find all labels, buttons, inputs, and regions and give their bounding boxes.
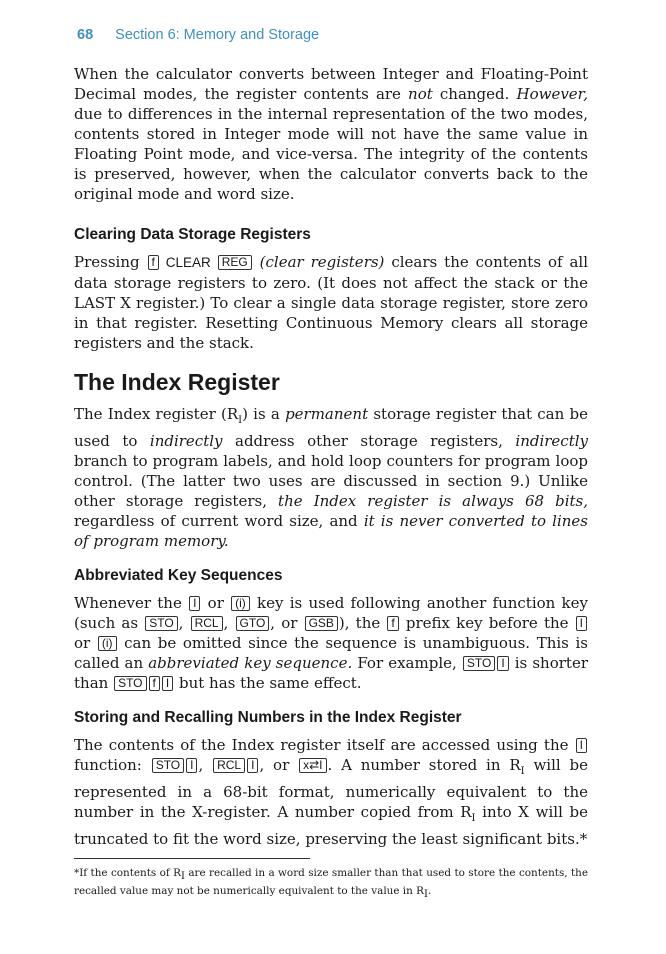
subscript: I xyxy=(238,415,243,426)
i-key: I xyxy=(576,616,587,631)
text: function: xyxy=(74,756,151,774)
sto-key: STO xyxy=(152,758,184,773)
emphasis: not xyxy=(408,85,433,103)
reg-key: REG xyxy=(218,255,252,270)
intro-paragraph xyxy=(74,64,588,204)
text: into X will be truncated to fit the word size, preserving the least significant bits.* xyxy=(74,803,588,848)
paren-i-key: (i) xyxy=(231,596,250,611)
subscript: I xyxy=(423,889,428,901)
emphasis: permanent xyxy=(285,405,369,423)
text: , or xyxy=(270,614,304,632)
i-key: I xyxy=(576,738,587,753)
text: clears the contents of all data storage registers to zero. (It does not affect the stack or the LAST X register.) To clear a single data storage register, store zero in that register. Resetting Continuous Memory clears all storage registers and the stack. xyxy=(74,253,589,352)
text: When the calculator converts between Integer and Floating-Point Decimal modes, the register contents are xyxy=(74,65,588,103)
text: ) is a xyxy=(242,405,286,423)
text: or xyxy=(74,634,97,652)
text: . xyxy=(427,885,432,898)
page-content xyxy=(74,64,588,849)
gsb-key: GSB xyxy=(305,616,338,631)
text: Whenever the xyxy=(74,594,189,612)
subscript: I xyxy=(471,813,476,824)
sto-key: STO xyxy=(145,616,177,631)
text: key is used following another function key (such as xyxy=(74,594,588,632)
text: storage register that can be used to xyxy=(74,405,588,450)
text: The Index register (R xyxy=(74,405,239,423)
text: or xyxy=(201,594,231,612)
heading-clearing-registers: Clearing Data Storage Registers xyxy=(74,226,311,243)
f-key: f xyxy=(387,616,398,631)
gto-key: GTO xyxy=(236,616,270,631)
section-title: Section 6: Memory and Storage xyxy=(115,27,320,43)
subscript: I xyxy=(520,766,525,777)
rcl-key: RCL xyxy=(191,616,223,631)
i-key: I xyxy=(247,758,258,773)
running-head xyxy=(77,27,319,43)
storing-paragraph xyxy=(74,735,588,849)
text: can be omitted since the sequence is unambiguous. This is called an xyxy=(74,634,588,672)
paren-i-key: (i) xyxy=(98,636,117,651)
heading-index-register: The Index Register xyxy=(74,369,280,395)
text: The contents of the Index register itself are accessed using the xyxy=(74,736,575,754)
text: prefix key before the xyxy=(399,614,575,632)
i-key: I xyxy=(162,676,173,691)
heading-storing-recalling: Storing and Recalling Numbers in the Index Register xyxy=(74,709,462,726)
i-key: I xyxy=(497,656,508,671)
sto-key: STO xyxy=(114,676,146,691)
f-key: f xyxy=(148,255,159,270)
text: , xyxy=(198,756,213,774)
text: regardless of current word size, and xyxy=(74,512,364,530)
emphasis: the Index register is always 68 bits, xyxy=(278,492,588,510)
emphasis: abbreviated key sequence. xyxy=(148,654,353,672)
emphasis: it is never converted to lines of program memory. xyxy=(74,512,589,550)
f-key: f xyxy=(149,676,160,691)
text: is shorter than xyxy=(74,654,588,692)
rcl-key: RCL xyxy=(213,758,245,773)
clearing-paragraph xyxy=(74,252,588,353)
footnote-divider xyxy=(74,858,310,859)
text: will be represented in a 68-bit format, numerically equivalent to the number in the X-register. A number copied from R xyxy=(74,756,588,821)
text: address other storage registers, xyxy=(222,432,516,450)
text: ), the xyxy=(338,614,387,632)
text: are recalled in a word size smaller than that used to store the contents, the recalled value may not be numerically equivalent to the value in R xyxy=(74,867,588,898)
text: due to differences in the internal representation of the two modes, contents stored in Integer mode will not have the same value in Floating Point mode, and vice-versa. The integrity of the contents is preserved, however, when the calculator converts back to the original mode and word size. xyxy=(74,105,588,203)
footnote xyxy=(74,866,588,902)
text: . A number stored in R xyxy=(327,756,521,774)
abbreviated-paragraph xyxy=(74,593,588,693)
text: , or xyxy=(259,756,299,774)
text: changed. xyxy=(432,85,517,103)
clear-label: CLEAR xyxy=(159,255,217,270)
emphasis: However, xyxy=(516,85,588,103)
text: Pressing xyxy=(74,253,147,271)
i-key: I xyxy=(186,758,197,773)
emphasis: indirectly xyxy=(515,432,589,450)
text: but has the same effect. xyxy=(174,674,362,692)
text: For example, xyxy=(352,654,462,672)
emphasis: (clear registers) xyxy=(259,253,385,271)
emphasis: indirectly xyxy=(149,432,223,450)
i-key: I xyxy=(189,596,200,611)
x-exchange-i-key: x⇄I xyxy=(299,758,326,773)
subscript: I xyxy=(180,871,185,883)
text: , xyxy=(178,614,190,632)
index-paragraph xyxy=(74,404,588,551)
text: branch to program labels, and hold loop counters for program loop control. (The latter two uses are discussed in section 9.) Unlike other storage registers, xyxy=(74,452,588,510)
text: *If the contents of R xyxy=(74,867,181,879)
heading-abbreviated-keys: Abbreviated Key Sequences xyxy=(74,567,283,584)
sto-key: STO xyxy=(463,656,495,671)
page-number: 68 xyxy=(77,27,94,43)
text: , xyxy=(223,614,235,632)
